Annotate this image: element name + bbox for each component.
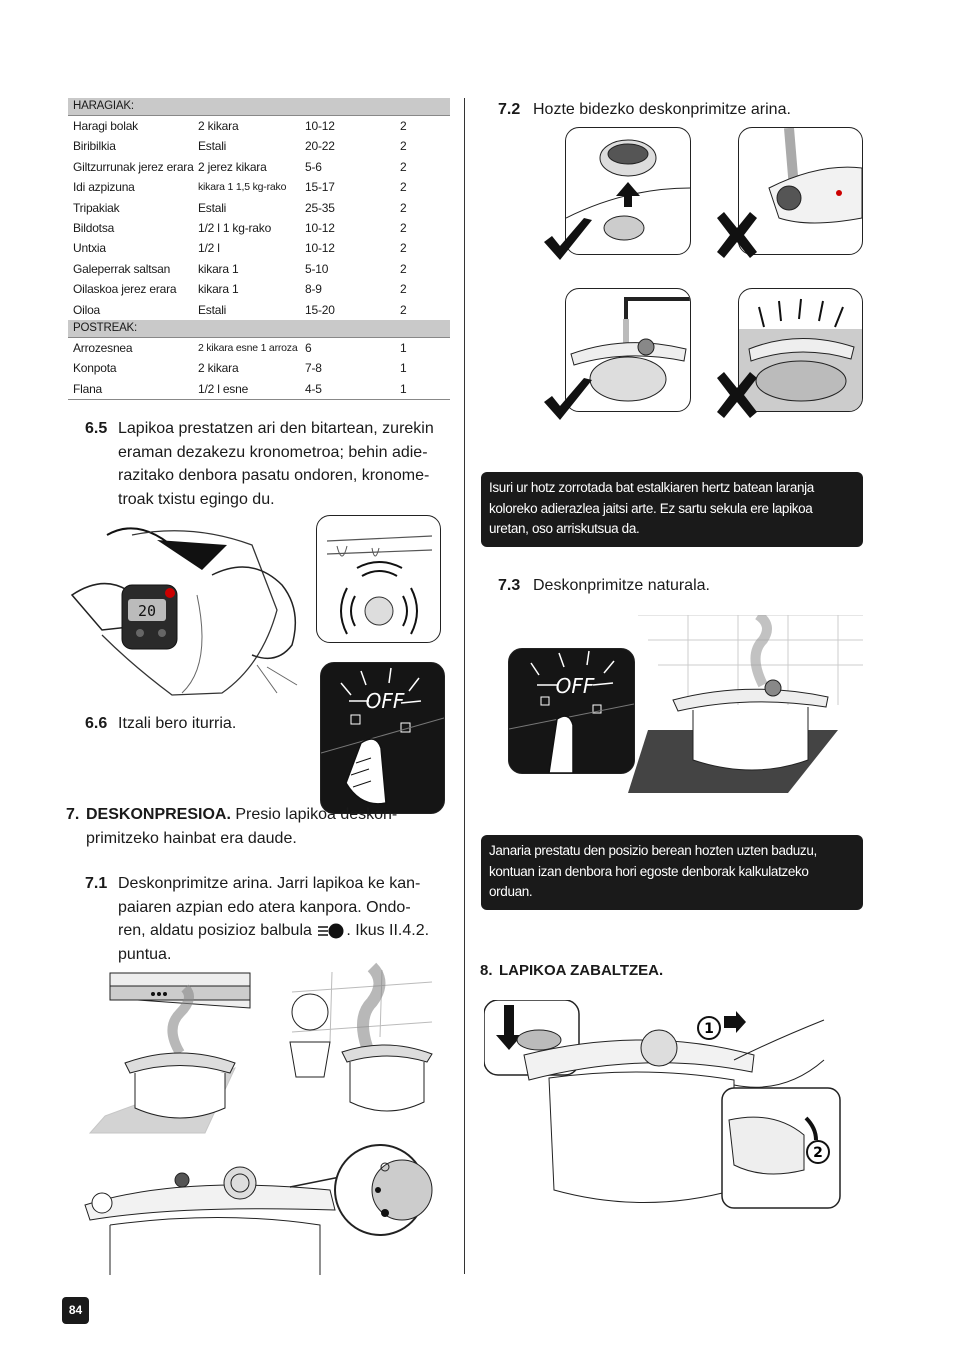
paragraph-line: troak txistu egingo du.	[118, 490, 275, 508]
table-cell: Haragi bolak	[73, 119, 138, 133]
section-number: 7.2	[498, 101, 521, 118]
table-cell: 2	[400, 220, 407, 235]
table-cell: 1/2 l 1 kg-rako	[198, 220, 272, 235]
section-7-1	[85, 872, 455, 966]
section-title: DESKONPRESIOA.	[86, 806, 231, 823]
table-cell: Estali	[198, 139, 227, 154]
paragraph-line: Deskonprimitze arina. Jarri lapikoa ke kan-	[118, 875, 421, 892]
cooktop-off-illustration	[320, 662, 445, 814]
table-cell: Tripakiak	[73, 200, 120, 215]
table-cell: 5-6	[305, 159, 322, 174]
table-row	[68, 218, 450, 238]
table-row	[68, 136, 450, 156]
table-cell: 5-10	[305, 261, 329, 276]
valve-detail-illustration	[80, 1135, 445, 1275]
pot-outdoors-illustration	[272, 962, 440, 1130]
section-number: 6.5	[85, 420, 108, 437]
table-cell: 2 kikara	[198, 361, 239, 376]
table-cell: 1/2 l esne	[198, 381, 249, 396]
paragraph-text: Itzali bero iturria.	[118, 715, 237, 732]
table-row	[68, 338, 450, 358]
table-cell: 2 jerez kikara	[198, 159, 267, 174]
table-section-header: HARAGIAK:	[68, 98, 450, 116]
table-cell: kikara 1	[198, 261, 239, 276]
table-cell: 2	[400, 200, 407, 215]
paragraph-line: Lapikoa prestatzen ari den bitartean, zurekin	[118, 420, 434, 437]
table-cell: Untxia	[73, 241, 106, 256]
section-6-6	[85, 712, 285, 736]
table-cell: 6	[305, 340, 312, 355]
section-number: 6.6	[85, 715, 108, 732]
table-cell: kikara 1	[198, 282, 239, 297]
table-cell: 2	[400, 302, 407, 317]
table-cell: 10-12	[305, 119, 335, 133]
table-cell: Oiloa	[73, 302, 101, 317]
table-cell: Estali	[198, 200, 227, 215]
off-display: OFF	[555, 674, 595, 698]
table-row	[68, 198, 450, 218]
section-title: LAPIKOA ZABALTZEA.	[499, 962, 664, 979]
table-cell: 2	[400, 241, 407, 256]
section-8	[480, 962, 860, 979]
table-cell: 2	[400, 261, 407, 276]
table-cell: 15-17	[305, 180, 335, 195]
table-row	[68, 279, 450, 299]
timer-hand-illustration	[62, 515, 312, 700]
section-number: 7.	[66, 806, 80, 823]
section-7-3	[498, 574, 858, 598]
section-7	[66, 803, 450, 850]
section-7-2	[498, 98, 858, 122]
table-cell: Giltzurrunak jerez erara	[73, 159, 194, 174]
table-cell: 2 kikara esne 1 arroza	[198, 341, 298, 354]
table-cell: 10-12	[305, 241, 335, 256]
timer-display-value: 20	[137, 602, 157, 620]
section-number: 7.3	[498, 577, 521, 594]
step-one-label: 1	[704, 1021, 714, 1037]
table-row	[68, 116, 450, 136]
table-cell: Biribilkia	[73, 139, 116, 154]
table-cell: 2	[400, 159, 407, 174]
paragraph-line: eraman dezakezu kronometroa; behin adie-	[118, 443, 428, 461]
paragraph-text: Deskonprimitze naturala.	[533, 577, 710, 594]
table-cell: Flana	[73, 381, 103, 396]
correct-check-icon	[542, 216, 594, 264]
table-cell: Estali	[198, 302, 227, 317]
off-display: OFF	[365, 689, 405, 713]
table-cell: Bildotsa	[73, 220, 115, 235]
table-cell: Oilaskoa jerez erara	[73, 282, 177, 297]
section-number: 7.1	[85, 875, 108, 892]
opening-pot-illustration	[484, 1000, 844, 1210]
paragraph-line: ren, aldatu posizioz balbula	[118, 922, 312, 939]
table-cell: Galeperrak saltsan	[73, 261, 171, 276]
table-cell: 25-35	[305, 200, 335, 215]
table-cell: Konpota	[73, 361, 117, 376]
cooktop-off-illustration-2	[508, 648, 635, 774]
paragraph-line: Presio lapikoa deskon-	[235, 806, 398, 823]
table-cell: Arrozesnea	[73, 340, 133, 355]
page-number: 84	[62, 1297, 89, 1324]
table-cell: 2	[400, 119, 407, 133]
table-cell: 2	[400, 139, 407, 154]
table-cell: 10-12	[305, 220, 335, 235]
table-row	[68, 157, 450, 177]
column-divider	[464, 98, 465, 1274]
table-cell: 4-5	[305, 381, 322, 396]
table-cell: 2	[400, 282, 407, 297]
paragraph-line: . Ikus II.4.2.	[346, 922, 430, 939]
valve-position-icon	[316, 922, 346, 940]
table-bottom-rule	[68, 399, 450, 400]
step-two-label: 2	[813, 1145, 823, 1161]
paragraph-line: razitako denbora pasatu ondoren, kronome-	[118, 467, 430, 484]
section-6-5	[85, 417, 455, 511]
table-row	[68, 177, 450, 197]
pot-under-hood-illustration	[85, 968, 255, 1136]
table-row	[68, 238, 450, 258]
timing-note: Janaria prestatu den posizio berean hozten uzten baduzu, kontuan izan denbora hori egoste denborak kalkulatzeko orduan.	[481, 835, 863, 910]
table-row	[68, 379, 450, 399]
table-cell: 1	[400, 361, 407, 376]
wrong-cross-icon	[712, 370, 762, 420]
cooling-warning-note: Isuri ur hotz zorrotada bat estalkiaren hertz batean laranja koloreko adierazlea jaitsi arte. Ez sartu sekula ere lapikoa uretan, oso arriskutsua da.	[481, 472, 863, 547]
paragraph-line: primitzeko hainbat era daude.	[86, 829, 297, 847]
section-number: 8.	[480, 962, 493, 979]
table-cell: 1	[400, 381, 407, 396]
correct-check-icon	[542, 376, 594, 424]
table-row	[68, 300, 450, 320]
table-cell: 2 kikara	[198, 119, 239, 133]
wrong-cross-icon	[712, 210, 762, 260]
paragraph-line: paiaren azpian edo atera kanpora. Ondo-	[118, 898, 411, 916]
table-cell: kikara 1 1,5 kg-rako	[198, 181, 287, 194]
table-cell: Idi azpizuna	[73, 180, 135, 195]
table-cell: 2	[400, 180, 407, 195]
table-cell: 1/2 l	[198, 241, 220, 256]
recipe-table	[68, 98, 450, 400]
table-section-header: POSTREAK:	[68, 320, 450, 338]
table-cell: 1	[400, 340, 407, 355]
table-row	[68, 358, 450, 378]
table-cell: 7-8	[305, 361, 322, 376]
table-row	[68, 259, 450, 279]
table-cell: 20-22	[305, 139, 335, 154]
table-cell: 8-9	[305, 282, 322, 297]
timer-whistle-illustration	[316, 515, 441, 643]
paragraph-line: puntua.	[118, 945, 172, 963]
table-cell: 15-20	[305, 302, 335, 317]
paragraph-text: Hozte bidezko deskonprimitze arina.	[533, 101, 791, 118]
